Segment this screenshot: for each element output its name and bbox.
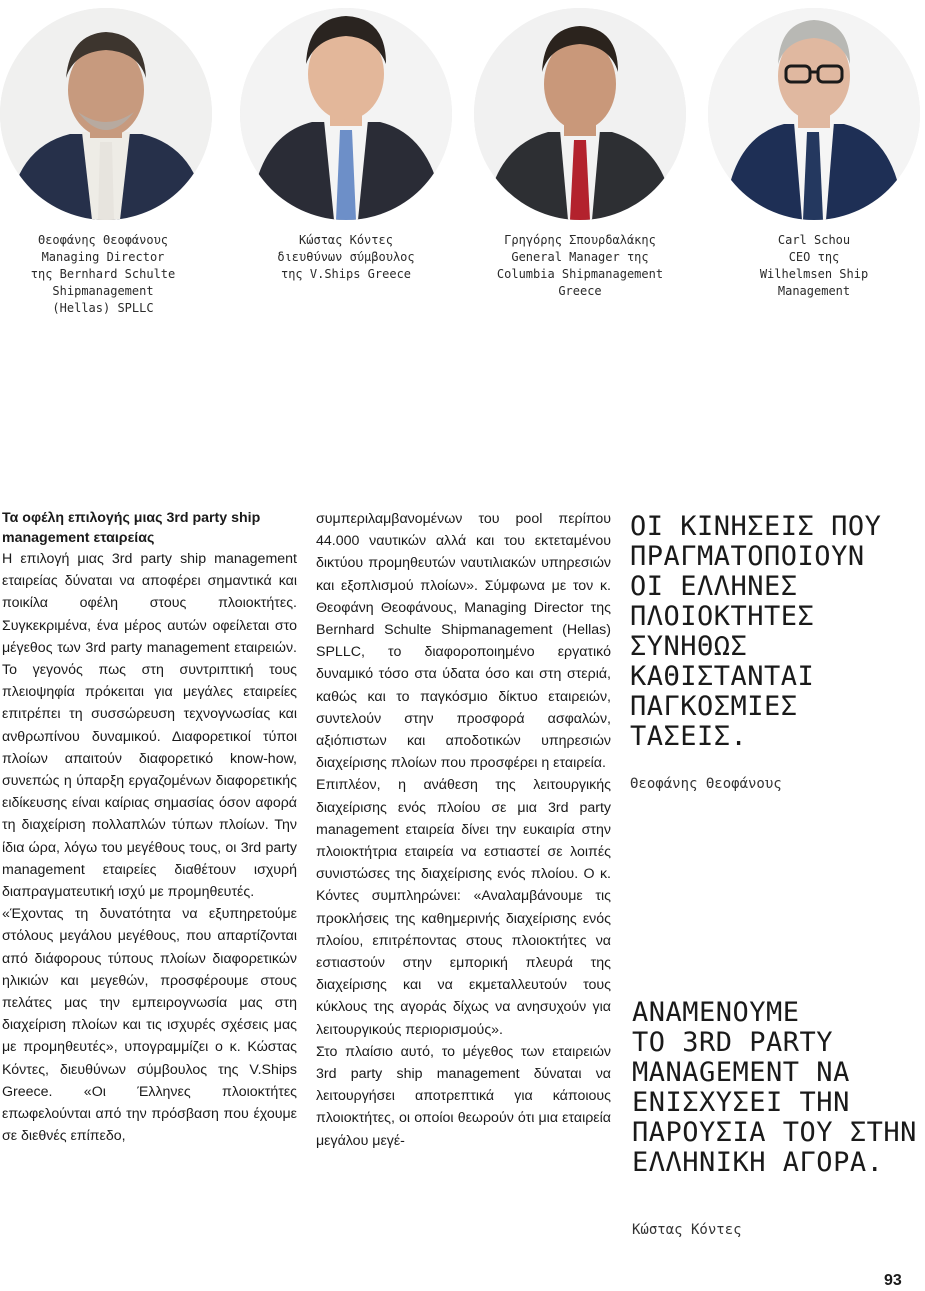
caption-line: (Hellas) SPLLC — [52, 301, 154, 315]
portrait-theofanis-theofanous — [0, 8, 212, 220]
article-paragraph: Η επιλογή μιας 3rd party ship management εταιρείας δύναται να αποφέρει σημαντικά και ποικίλα οφέλη στους πλοιοκτήτες. Συγκεκριμένα, ένα μέρος αυτών οφείλεται στο μέγεθος των 3rd party management εταιρειών. Το γεγονός πως στη συντριπτική τους πλειοψηφία πρόκειται για μεγάλες εταιρείες επιτρέπει τη συσσώρευση τεχνογνωσίας και ανθρωπίνου δυναμικού. Διαφορετικοί τύποι πλοίων απαιτούν διαφορετικό know-how, συνεπώς η ύπαρξη εργαζομένων διαφορετικής ειδίκευσης είναι καίριας σημασίας όσον αφορά τη διαχείριση πολλαπλών τύπων πλοίων. Την ίδια ώρα, λόγω του μεγέθους τους, οι 3rd party management εταιρείες διαθέτουν ισχυρή διαπραγματευτική ισχύ με προμηθευτές. — [2, 551, 297, 901]
quote-line: ΕΝΙΣΧΥΣΕΙ ΤΗΝ — [632, 1087, 850, 1118]
quote-line: MANAGEMENT ΝΑ — [632, 1057, 850, 1088]
quote-attribution-1: Θεοφάνης Θεοφάνους — [630, 776, 782, 792]
tie — [98, 142, 114, 220]
caption-line: Managing Director — [41, 250, 165, 264]
quote-attribution-2: Κώστας Κόντες — [632, 1222, 742, 1238]
person-photo — [474, 8, 686, 220]
quote-line: ΠΡΑΓΜΑΤΟΠΟΙΟΥΝ — [630, 541, 865, 572]
caption-line: της V.Ships Greece — [280, 267, 412, 281]
article-paragraph: «Έχοντας τη δυνατότητα να εξυπηρετούμε στόλους μεγάλου μεγέθους, που απαρτίζονται από διάφορους τύπους πλοίων διαφορετικών ηλικιών και μεγεθών, προσφέρουμε στους πελάτες μας την εμπειρογνωσία μας στη διαχείριση πλοίων και τις ισχυρές σχέσεις μας με προμηθευτές», υπογραμμίζει ο κ. Κώστας Κόντες, διευθύνων σύμβουλος της V.Ships Greece. «Οι Έλληνες πλοιοκτήτες επωφελούνται από την πρόσβαση που έχουμε σε διεθνές επίπεδο, — [2, 906, 297, 1145]
caption-line: διευθύνων σύμβουλος — [277, 250, 415, 264]
caption-line: General Manager της — [511, 250, 649, 264]
quote-line: ΠΑΡΟΥΣΙΑ ΤΟΥ ΣΤΗΝ — [632, 1117, 917, 1148]
pull-quote-1 — [630, 512, 922, 752]
caption-line: Columbia Shipmanagement — [496, 267, 664, 281]
caption-line: Shipmanagement — [52, 284, 154, 298]
quote-line: ΟΙ ΚΙΝΗΣΕΙΣ ΠΟΥ — [630, 511, 882, 542]
quote-line: ΠΛΟΙΟΚΤΗΤΕΣ — [630, 601, 815, 632]
quote-line: ΠΑΓΚΟΣΜΙΕΣ — [630, 691, 798, 722]
article-paragraph: Επιπλέον, η ανάθεση της λειτουργικής διαχείρισης ενός πλοίου σε μια 3rd party management εταιρεία δίνει την ευκαιρία στην πλοιοκτήτρια εταιρεία να εστιαστεί σε λοιπές συνιστώσες της διαχείρισης ενός πλοίου. Ο κ. Κόντες συμπληρώνει: «Αναλαμβάνουμε τις προκλήσεις της καθημερινής διαχείρισης ενός πλοίου, επιτρέποντας στους πλοιοκτήτες να εστιαστούν στην εμπορική πλευρά της διαχείρισης και να εκμεταλλευτούν τους κύκλους της αγοράς δίχως να ανησυχούν για λειτουργικούς περιορισμούς». — [316, 777, 611, 1038]
article-paragraph: Στο πλαίσιο αυτό, το μέγεθος των εταιρειών 3rd party ship management δύναται να λειτουργήσει αποτρεπτικά για κάποιους πλοιοκτήτες, οι οποίοι θεωρούν ότι μια εταιρεία μεγάλου μεγέ- — [316, 1043, 611, 1149]
caption-carl-schou — [704, 232, 924, 300]
article-column-1 — [2, 508, 297, 1147]
caption-theofanis-theofanous — [0, 232, 213, 317]
person-photo — [708, 8, 920, 220]
quote-line: ΤΟ 3RD PARTY — [632, 1027, 834, 1058]
caption-line: Θεοφάνης Θεοφάνους — [37, 233, 169, 247]
quote-line: ΑΝΑΜΕΝΟΥΜΕ — [632, 997, 800, 1028]
caption-line: Management — [777, 284, 851, 298]
person-photo — [240, 8, 452, 220]
caption-line: CEO της — [788, 250, 840, 264]
caption-line: Wilhelmsen Ship — [759, 267, 869, 281]
portrait-carl-schou — [708, 8, 920, 220]
article-column-2 — [316, 508, 611, 1152]
person-photo — [0, 8, 212, 220]
caption-line: Γρηγόρης Σπουρδαλάκης — [504, 233, 656, 247]
quote-line: ΤΑΣΕΙΣ. — [630, 721, 748, 752]
caption-line: Κώστας Κόντες — [299, 233, 393, 247]
portrait-grigoris-spourdalakis — [474, 8, 686, 220]
quote-line: ΕΛΛΗΝΙΚΗ ΑΓΟΡΑ. — [632, 1147, 884, 1178]
quote-line: ΣΥΝΗΘΩΣ — [630, 631, 748, 662]
caption-line: Greece — [558, 284, 602, 298]
page-number: 93 — [884, 1272, 902, 1289]
portrait-kostas-kontes — [240, 8, 452, 220]
article-paragraph: συμπεριλαμβανομένων του pool περίπου 44.000 ναυτικών αλλά και του εκτεταμένου δικτύου προμηθευτών ναυτιλιακών υπηρεσιών και εξοπλισμού πλοίων». Σύμφωνα με τον κ. Θεοφάνη Θεοφάνους, Managing Director της Bernhard Schulte Shipmanagement (Hellas) SPLLC, το διαφοροποιημένο εργατικό δυναμικό τόσο στα ύδατα όσο και στη στεριά, καθώς και το παγκόσμιο δίκτυο εταιρειών, συντελούν στην προσφορά ασφαλών, αξιόπιστων και αποδοτικών υπηρεσιών διαχείρισης πλοίων που προσφέρει η εταιρεία. — [316, 511, 611, 772]
pull-quote-2 — [632, 998, 924, 1178]
quote-line: ΟΙ ΕΛΛΗΝΕΣ — [630, 571, 798, 602]
caption-grigoris-spourdalakis — [470, 232, 690, 300]
caption-kostas-kontes — [236, 232, 456, 283]
caption-line: της Bernhard Schulte — [30, 267, 176, 281]
section-heading: Τα οφέλη επιλογής μιας 3rd party ship management εταιρείας — [2, 510, 261, 546]
caption-line: Carl Schou — [777, 233, 851, 247]
quote-line: ΚΑΘΙΣΤΑΝΤΑΙ — [630, 661, 815, 692]
